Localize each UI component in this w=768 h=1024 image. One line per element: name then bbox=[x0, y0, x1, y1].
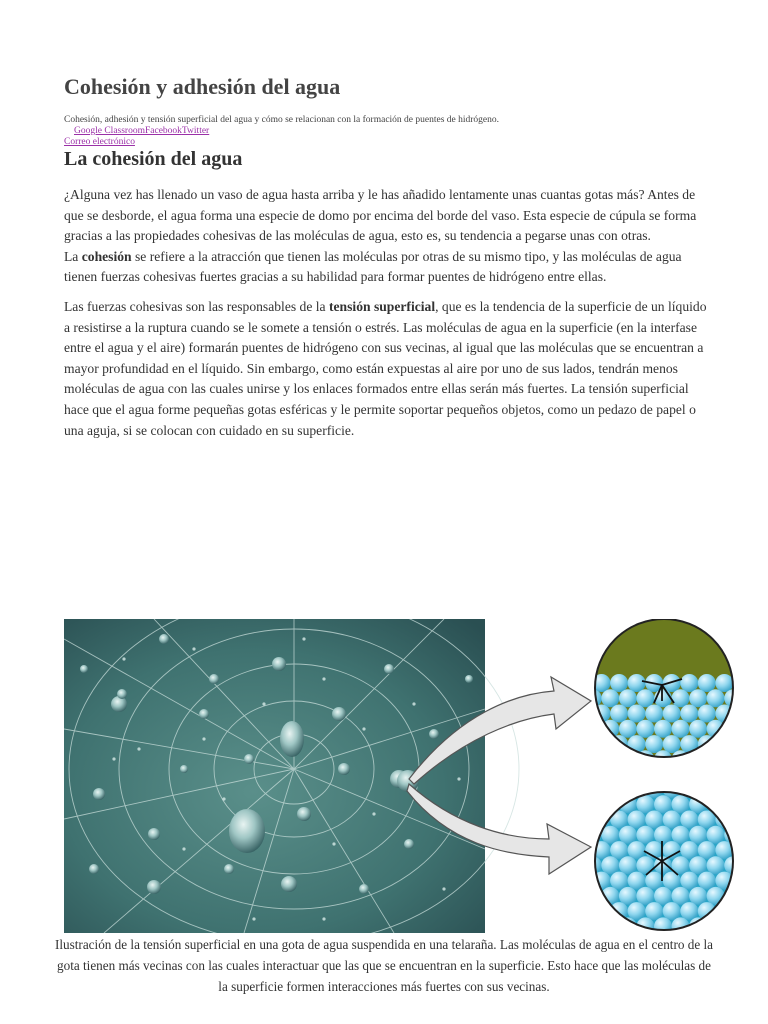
water-molecule bbox=[663, 735, 681, 753]
water-molecule bbox=[707, 856, 725, 874]
water-molecule bbox=[636, 856, 654, 874]
water-molecule bbox=[628, 872, 646, 890]
water-molecule bbox=[645, 811, 663, 829]
share-links bbox=[74, 126, 209, 136]
water-molecule bbox=[680, 705, 698, 723]
water-molecule bbox=[689, 826, 707, 844]
water-molecule bbox=[733, 872, 734, 890]
water-molecule bbox=[707, 689, 725, 707]
water-molecule bbox=[636, 826, 654, 844]
water-molecule bbox=[628, 811, 646, 829]
water-molecule bbox=[707, 750, 725, 768]
water-molecule bbox=[707, 826, 725, 844]
surface-tension-illustration bbox=[64, 619, 734, 933]
water-molecule bbox=[663, 705, 681, 723]
water-molecule bbox=[663, 811, 681, 829]
water-molecule bbox=[636, 689, 654, 707]
water-molecule bbox=[733, 705, 734, 723]
water-molecule bbox=[654, 826, 672, 844]
water-molecule bbox=[680, 872, 698, 890]
water-molecule bbox=[698, 674, 716, 692]
water-molecule bbox=[689, 856, 707, 874]
water-molecule bbox=[610, 705, 628, 723]
water-molecule bbox=[636, 887, 654, 905]
water-molecule bbox=[593, 872, 611, 890]
water-molecule bbox=[654, 750, 672, 768]
water-molecule bbox=[593, 902, 611, 920]
figure-caption: Ilustración de la tensión superficial en una gota de agua suspendida en una telaraña. Las moléculas de agua en el centro de la gota tienen más vecinas con las cuales interactuar que las que se encuentran en la superficie. Esto hace que las moléculas de la superficie formen interacciones más fuertes con sus vecinas. bbox=[54, 937, 713, 994]
interior-molecules-diagram bbox=[575, 780, 734, 933]
term-cohesion: cohesión bbox=[81, 248, 132, 264]
water-molecule bbox=[724, 720, 734, 738]
paragraph-2-text: , que es la tendencia de la superficie de un líquido a resistirse a la ruptura cuando se le somete a tensión o estrés. Las moléculas de agua en la superficie (en la interfase entre el agua y el aire) formarán puentes de hidrógeno con sus vecinas, al igual que las moléculas que se encuentran a mayor profundidad en el líquido. Sin embargo, como están expuestas al aire por uno de sus lados, tendrán menos moléculas de agua con las cuales unirse y los enlaces formados entre ellas serán más fuertes. La tensión superficial hace que el agua forme pequeñas gotas esféricas y le permite soportar pequeños objetos, como un pedazo de papel o una aguja, si se colocan con cuidado en su superficie. bbox=[64, 299, 707, 438]
water-molecule bbox=[593, 780, 611, 798]
paragraph-1b-prefix: La bbox=[64, 248, 82, 264]
share-google-classroom-link[interactable]: Google Classroom bbox=[74, 126, 145, 136]
spider-web-photo bbox=[64, 619, 519, 933]
water-molecule bbox=[724, 750, 734, 768]
water-molecule bbox=[707, 887, 725, 905]
water-molecule bbox=[601, 689, 619, 707]
water-molecule bbox=[715, 674, 733, 692]
water-molecule bbox=[663, 902, 681, 920]
term-surface-tension: tensión superficial bbox=[329, 299, 436, 314]
water-molecule bbox=[645, 735, 663, 753]
water-molecule bbox=[636, 795, 654, 813]
water-molecule bbox=[663, 780, 681, 798]
water-molecule bbox=[715, 780, 733, 798]
water-molecule bbox=[584, 795, 602, 813]
water-molecule bbox=[601, 917, 619, 933]
section-heading: La cohesión del agua bbox=[64, 148, 243, 170]
water-molecule bbox=[715, 735, 733, 753]
water-molecule bbox=[698, 780, 716, 798]
share-email-row bbox=[64, 137, 135, 147]
page-title: Cohesión y adhesión del agua bbox=[64, 74, 341, 99]
water-molecule bbox=[619, 856, 637, 874]
water-molecule bbox=[610, 674, 628, 692]
water-molecule bbox=[680, 674, 698, 692]
water-molecule bbox=[645, 705, 663, 723]
water-molecule bbox=[672, 887, 690, 905]
water-molecule bbox=[575, 735, 593, 753]
water-molecule bbox=[619, 689, 637, 707]
water-molecule bbox=[733, 811, 734, 829]
share-facebook-link[interactable]: Facebook bbox=[144, 126, 182, 136]
paragraph-1 bbox=[64, 185, 712, 288]
water-molecule bbox=[654, 887, 672, 905]
water-molecule bbox=[733, 735, 734, 753]
water-molecule bbox=[698, 841, 716, 859]
water-molecule bbox=[707, 917, 725, 933]
water-molecule bbox=[689, 720, 707, 738]
page-subtitle: Cohesión, adhesión y tensión superficial del agua y cómo se relacionan con la formación de puentes de hidrógeno. bbox=[64, 115, 500, 125]
water-molecule bbox=[575, 780, 593, 798]
water-molecule bbox=[654, 795, 672, 813]
water-molecule bbox=[636, 720, 654, 738]
water-molecule bbox=[698, 902, 716, 920]
water-molecule bbox=[584, 887, 602, 905]
water-molecule bbox=[584, 750, 602, 768]
share-email-link[interactable]: Correo electrónico bbox=[64, 137, 135, 147]
water-molecule bbox=[689, 887, 707, 905]
water-molecule bbox=[619, 750, 637, 768]
water-molecule bbox=[610, 811, 628, 829]
water-molecule bbox=[628, 674, 646, 692]
water-molecule bbox=[619, 887, 637, 905]
water-molecule bbox=[584, 856, 602, 874]
water-molecule bbox=[733, 902, 734, 920]
water-molecule bbox=[698, 705, 716, 723]
water-molecule bbox=[689, 750, 707, 768]
water-molecule bbox=[575, 902, 593, 920]
paragraph-1b-text: se refiere a la atracción que tienen las moléculas por otras de su mismo tipo, y las moléculas de agua tienen fuerzas cohesivas fuertes gracias a su habilidad para formar puentes de hidrógeno entre ellas. bbox=[64, 248, 682, 285]
water-molecule bbox=[680, 811, 698, 829]
water-molecule bbox=[689, 689, 707, 707]
water-molecule bbox=[601, 750, 619, 768]
surface-molecules-diagram bbox=[575, 619, 734, 768]
water-molecule bbox=[733, 780, 734, 798]
water-molecule bbox=[575, 674, 593, 692]
water-molecule bbox=[575, 811, 593, 829]
paragraph-2 bbox=[64, 297, 712, 441]
water-molecule bbox=[610, 841, 628, 859]
water-molecule bbox=[698, 872, 716, 890]
water-molecule bbox=[672, 720, 690, 738]
water-molecule bbox=[619, 826, 637, 844]
water-molecule bbox=[645, 780, 663, 798]
water-molecule bbox=[628, 841, 646, 859]
water-molecule bbox=[593, 735, 611, 753]
water-molecule bbox=[619, 720, 637, 738]
water-molecule bbox=[707, 795, 725, 813]
water-molecule bbox=[628, 902, 646, 920]
water-molecule bbox=[672, 795, 690, 813]
water-molecule bbox=[584, 917, 602, 933]
water-molecule bbox=[610, 872, 628, 890]
water-molecule bbox=[628, 705, 646, 723]
water-molecule bbox=[593, 705, 611, 723]
water-molecule bbox=[610, 780, 628, 798]
water-molecule bbox=[680, 841, 698, 859]
share-twitter-link[interactable]: Twitter bbox=[181, 126, 210, 136]
water-molecule bbox=[672, 689, 690, 707]
water-molecule bbox=[680, 902, 698, 920]
water-molecule bbox=[724, 795, 734, 813]
water-molecule bbox=[724, 917, 734, 933]
water-molecule bbox=[645, 902, 663, 920]
paragraph-1-text: ¿Alguna vez has llenado un vaso de agua hasta arriba y le has añadido lentamente unas cuantas gotas más? Antes de que se desborde, el agua forma una especie de domo por encima del borde del vaso. Esta especie de cúpula se forma gracias a las propiedades cohesivas de las moléculas de agua, esto es, su tendencia a pegarse unas con otras. bbox=[64, 187, 697, 244]
paragraph-2-prefix: Las fuerzas cohesivas son las responsables de la bbox=[64, 299, 329, 314]
water-molecule bbox=[654, 720, 672, 738]
water-molecule bbox=[672, 826, 690, 844]
water-molecule bbox=[584, 720, 602, 738]
water-molecule bbox=[601, 856, 619, 874]
water-molecule bbox=[575, 872, 593, 890]
